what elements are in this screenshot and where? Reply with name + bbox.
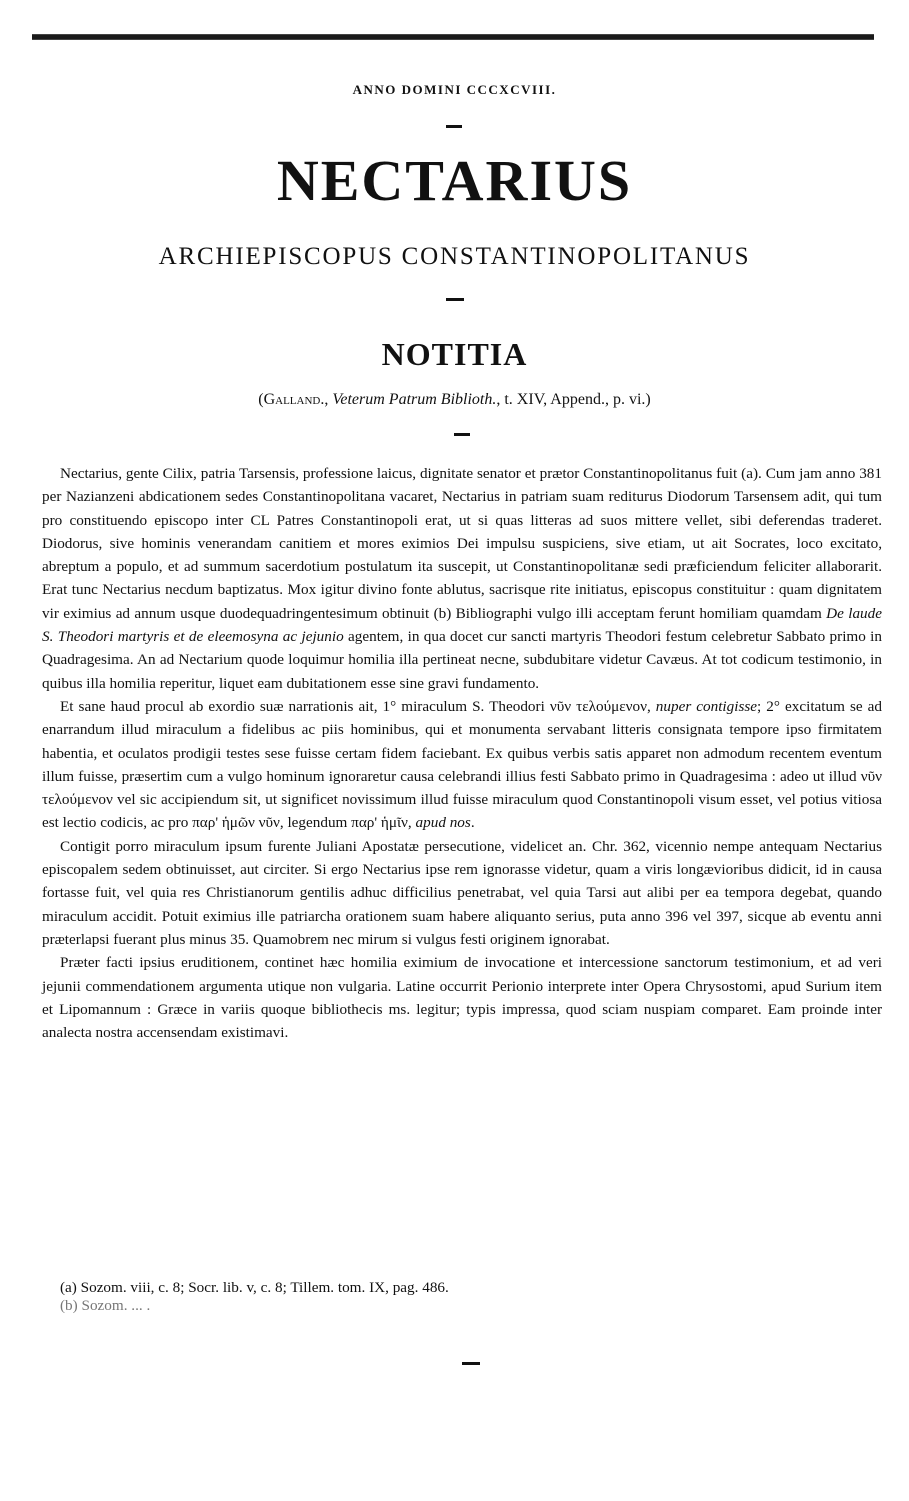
paragraph: Præter facti ipsius eruditionem, continet hæc homilia eximium de invocatione et intercessione sanctorum testimonium, et ad veri jejunii commendationem argumenta utique non vulgaria. Latine occurrit Perionio interprete inter Opera Chrysostomi, apud Surium item et Lipomannum : Græce in variis quoque bibliothecis ms. legitur; typis impressa, quod sciam nuspiam comparet. Eam proinde inter analecta nostra accensendam existimavi.: [42, 954, 882, 1042]
paragraph-text: agentem, in qua docet cur sancti martyris Theodori festum celebretur Sabbato primo in Quadragesima. An ad Nectarium quode loquimur homilia illa pertineat necne, subdubitare videtur Cavæus. At tot codicum testimonio, in quibus illa homilia reperitur, liquet eam dubitationem esse sine gravi fundamento.: [42, 628, 882, 692]
divider-dash: [454, 433, 470, 436]
source-rest: , t. XIV, Append., p. vi.): [496, 391, 651, 408]
paragraph: [42, 695, 882, 835]
source-citation: [0, 392, 909, 408]
divider-dash: [446, 298, 464, 301]
page-subtitle: ARCHIEPISCOPUS CONSTANTINOPOLITANUS: [158, 243, 751, 270]
page-title: NECTARIUS: [276, 148, 633, 213]
divider-dash: [446, 125, 462, 128]
source-author: Galland.: [263, 391, 325, 408]
top-rule: [32, 34, 874, 40]
source-open: (: [258, 391, 264, 408]
paragraph-italic: nuper contigisse: [655, 697, 758, 715]
footnotes: [60, 1279, 860, 1315]
paragraph: [42, 462, 882, 695]
source-work: Veterum Patrum Biblioth.: [332, 391, 497, 408]
running-head: ANNO DOMINI CCCXCVIII.: [352, 82, 557, 97]
paragraph-italic: De laude S. Theodori martyris et de eleemosyna ac jejunio: [42, 604, 882, 646]
paragraph: Contigit porro miraculum ipsum furente Juliani Apostatæ persecutione, videlicet an. Chr. 362, vicennio nempe antequam Nectarius episcopalem sedem obtinuisset, aut circiter. Si ergo Nectarius ipse rem ignorasse videtur, quam a viris longævioribus didicit, id in causa fortasse fuit, vel quia res Christianorum gentilis adhuc difficilius penetrabat, vel quia Tarsi aut alibi per ea tempora degebat, quando miraculum accidit. Potuit eximius ille patriarcha orationem suam habere aliquanto serius, puta anno 396 vel 397, sicque ab eventu anni præterlapsi fuerant plus minus 35. Quamobrem nec mirum si vulgus festi originem ignorabat.: [42, 837, 882, 948]
source-sep: ,: [324, 391, 333, 408]
section-heading: NOTITIA: [381, 336, 528, 372]
body-text: [42, 462, 882, 1044]
paragraph-text: .: [470, 814, 475, 832]
footnote-b: (b) Sozom. ... .: [60, 1297, 151, 1314]
paragraph-text: Et sane haud procul ab exordio suæ narrationis ait, 1° miraculum S. Theodori νῦν τελούμενον,: [60, 697, 656, 715]
divider-dash: [462, 1362, 480, 1365]
paragraph-italic: apud nos: [415, 814, 471, 832]
paragraph-text: ; 2° excitatum se ad enarrandum illud miraculum a fidelibus ac piis hominibus, qui et monumenta servabant litteris consignata tempore ipso firmitatem habentia, et oculatos prodigii testes sese fuisse certam fidem faciebant. Ex quibus verbis satis apparet non admodum recentem eventum illum fuisse, præsertim cum a vulgo hominum ignoraretur causa celebrandi illius festi Sabbato primo in Quadragesima : adeo ut illud νῦν τελούμενον vel sic accipiendum sit, ut significet novissimum illud fuisse miraculum quod Constantinopoli visum esset, vel potius vitiosa est lectio codicis, ac pro παρ' ἡμῶν νῦν, legendum παρ' ἡμῖν,: [42, 697, 882, 832]
footnote-a: (a) Sozom. viii, c. 8; Socr. lib. v, c. 8; Tillem. tom. IX, pag. 486.: [60, 1279, 449, 1296]
paragraph-text: Nectarius, gente Cilix, patria Tarsensis, professione laicus, dignitate senator et prætor Constantinopolitanus fuit (a). Cum jam anno 381 per Nazianzeni abdicationem sedes Constantinopolitana vacaret, Nectarius in patriam suam rediturus Diodorum Tarsensem adit, qui tum pro constituendo episcopo inter CL Patres Constantinopoli erat, ut si quas litteras ad suos mittere vellet, sibi deferendas traderet. Diodorus, sive hominis venerandam canitiem et mores eximios Dei impulsu suspiciens, sive etiam, ut ait Socrates, loco excitato, abreptum a populo, et ad summum sacerdotium postulatum ita suscepit, ut Constantinopolitanæ sedi præficiendum feliciter allaborarit. Erat tunc Nectarius necdum baptizatus. Mox igitur divino fonte ablutus, sacrisque rite initiatus, episcopus constituitur : quam dignitatem vir eximius ad annum usque duodequadringentesimum obtinuit (b) Bibliographi vulgo illi acceptam ferunt homiliam quamdam: [42, 465, 882, 622]
